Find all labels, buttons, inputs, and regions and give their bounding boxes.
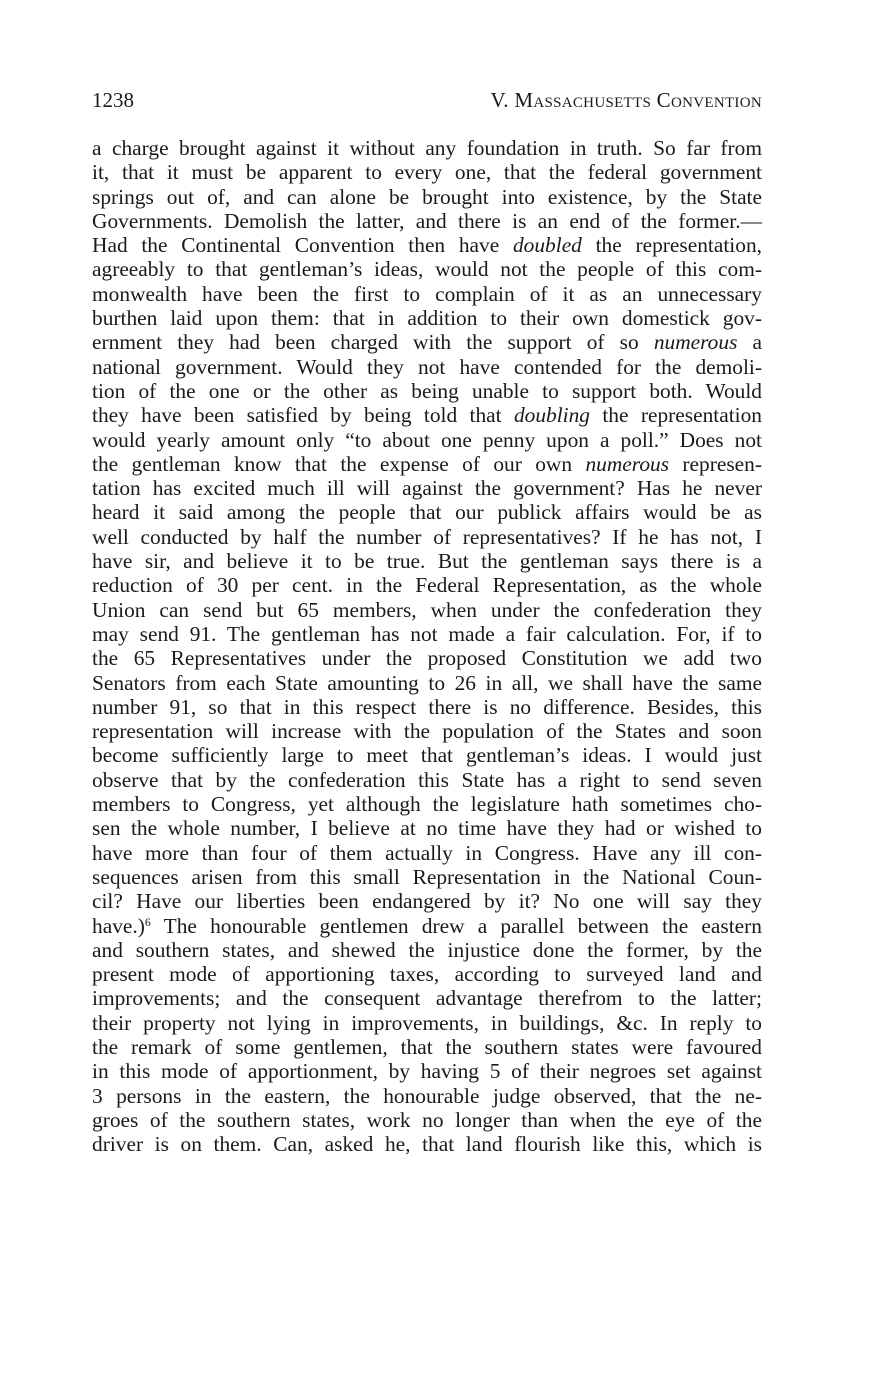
text-segment: burthen laid upon them: that in addition to their own domestick gov- xyxy=(92,306,762,331)
text-line xyxy=(92,792,762,816)
text-segment: cil? Have our liberties been endangered by it? No one will say they xyxy=(92,889,762,914)
text-line xyxy=(92,719,762,743)
text-segment: tion of the one or the other as being unable to support both. Would xyxy=(92,378,762,403)
text-segment: become sufficiently large to meet that gentleman’s ideas. I would just xyxy=(92,743,762,768)
text-line xyxy=(92,257,762,281)
text-line xyxy=(92,841,762,865)
footnote-marker: 6 xyxy=(144,914,151,929)
text-segment: their property not lying in improvements, in buildings, &c. In reply to xyxy=(92,1010,762,1035)
text-segment: have.) xyxy=(92,913,145,938)
text-line xyxy=(92,622,762,646)
text-line xyxy=(92,403,762,427)
text-line xyxy=(92,355,762,379)
text-line xyxy=(92,160,762,184)
text-segment: ernment they had been charged with the support of so xyxy=(92,330,654,355)
text-line xyxy=(92,1059,762,1083)
text-line xyxy=(92,646,762,670)
text-segment: members to Congress, yet although the legislature hath sometimes cho- xyxy=(92,792,762,817)
text-line xyxy=(92,1108,762,1132)
text-segment: the representation, xyxy=(581,233,762,258)
text-segment: represen- xyxy=(669,451,762,476)
text-segment: observe that by the confederation this State has a right to send seven xyxy=(92,767,762,792)
text-segment: sequences arisen from this small Representation in the National Coun- xyxy=(92,864,762,889)
text-segment: number 91, so that in this respect there is no difference. Besides, this xyxy=(92,694,762,719)
text-line xyxy=(92,136,762,160)
text-segment: monwealth have been the first to complain of it as an unnecessary xyxy=(92,281,762,306)
italic-text: numerous xyxy=(585,451,670,476)
text-segment: it, that it must be apparent to every one, that the federal government xyxy=(92,160,762,185)
text-segment: a charge brought against it without any foundation in truth. So far from xyxy=(92,136,762,160)
text-segment: the representation xyxy=(590,403,762,428)
text-line xyxy=(92,306,762,330)
text-line xyxy=(92,865,762,889)
text-segment: have sir, and believe it to be true. But the gentleman says there is a xyxy=(92,549,762,574)
text-line xyxy=(92,476,762,500)
text-segment: Union can send but 65 members, when under the confederation they xyxy=(92,597,762,622)
text-segment: the remark of some gentlemen, that the southern states were favoured xyxy=(92,1034,762,1059)
text-segment: in this mode of apportionment, by having 5 of their negroes set against xyxy=(92,1059,762,1084)
text-line xyxy=(92,233,762,257)
text-line xyxy=(92,671,762,695)
running-head: V. Massachusetts Convention xyxy=(490,88,762,112)
text-segment: well conducted by half the number of representatives? If he has not, I xyxy=(92,524,762,549)
text-segment: may send 91. The gentleman has not made a fair calculation. For, if to xyxy=(92,621,762,646)
text-line xyxy=(92,209,762,233)
text-segment: a xyxy=(737,330,762,355)
text-segment: sen the whole number, I believe at no time have they had or wished to xyxy=(92,816,762,841)
text-line xyxy=(92,768,762,792)
text-line xyxy=(92,1035,762,1059)
text-segment: springs out of, and can alone be brought into existence, by the State xyxy=(92,184,762,209)
text-line xyxy=(92,573,762,597)
text-line xyxy=(92,1132,762,1156)
text-segment: 3 persons in the eastern, the honourable judge observed, that the ne- xyxy=(92,1083,762,1108)
text-line xyxy=(92,914,762,938)
text-segment: national government. Would they not have contended for the demoli- xyxy=(92,354,762,379)
text-segment: tation has excited much ill will against the government? Has he never xyxy=(92,476,762,501)
text-segment: Governments. Demolish the latter, and there is an end of the former.— xyxy=(92,208,762,233)
text-line xyxy=(92,452,762,476)
italic-text: numerous xyxy=(653,330,738,355)
text-segment: present mode of apportioning taxes, according to surveyed land and xyxy=(92,962,762,987)
text-line xyxy=(92,525,762,549)
text-segment: would yearly amount only “to about one penny upon a poll.” Does not xyxy=(92,427,762,452)
text-line xyxy=(92,889,762,913)
text-segment: The honourable gentlemen drew a parallel between the eastern xyxy=(150,913,762,938)
text-line xyxy=(92,986,762,1010)
text-segment: heard it said among the people that our publick affairs would be as xyxy=(92,500,762,525)
text-line xyxy=(92,695,762,719)
text-line xyxy=(92,743,762,767)
text-line xyxy=(92,330,762,354)
text-segment: the 65 Representatives under the proposed Constitution we add two xyxy=(92,646,762,671)
text-line xyxy=(92,282,762,306)
text-line xyxy=(92,598,762,622)
text-line xyxy=(92,962,762,986)
text-line xyxy=(92,1011,762,1035)
text-segment: groes of the southern states, work no longer than when the eye of the xyxy=(92,1107,762,1132)
text-segment: they have been satisfied by being told that xyxy=(92,403,514,428)
page-header xyxy=(92,84,762,114)
text-segment: Had the Continental Convention then have xyxy=(92,233,513,258)
text-segment: Senators from each State amounting to 26 in all, we shall have the same xyxy=(92,670,762,695)
text-segment: reduction of 30 per cent. in the Federal Representation, as the whole xyxy=(92,573,762,598)
italic-text: doubled xyxy=(512,233,582,258)
text-line xyxy=(92,379,762,403)
text-segment: the gentleman know that the expense of our own xyxy=(92,451,586,476)
text-segment: agreeably to that gentleman’s ideas, would not the people of this com- xyxy=(92,257,762,282)
text-line xyxy=(92,185,762,209)
body-text xyxy=(92,136,762,1156)
page-number: 1238 xyxy=(92,88,134,112)
text-segment: improvements; and the consequent advantage therefrom to the latter; xyxy=(92,986,762,1011)
text-segment: have more than four of them actually in Congress. Have any ill con- xyxy=(92,840,762,865)
text-segment: representation will increase with the population of the States and soon xyxy=(92,719,762,744)
italic-text: doubling xyxy=(513,403,590,428)
text-line xyxy=(92,938,762,962)
text-line xyxy=(92,428,762,452)
text-segment: and southern states, and shewed the injustice done the former, by the xyxy=(92,937,762,962)
text-line xyxy=(92,500,762,524)
text-line xyxy=(92,549,762,573)
text-line xyxy=(92,816,762,840)
text-segment: driver is on them. Can, asked he, that land flourish like this, which is xyxy=(92,1132,762,1157)
text-line xyxy=(92,1084,762,1108)
